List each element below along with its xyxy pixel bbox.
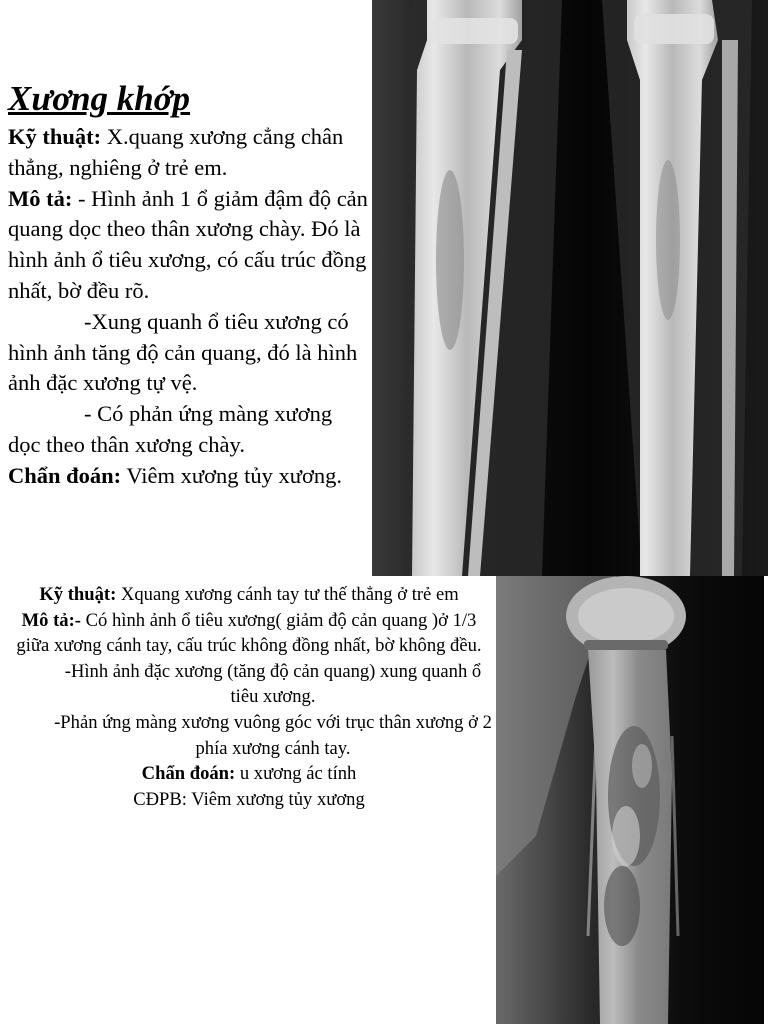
arm-xray-graphic [496,576,764,1024]
description-paragraph [8,184,370,307]
image-edge [764,576,768,1024]
sclerosis-paragraph [8,307,370,399]
periosteal-paragraph-2 [6,710,492,761]
technique-label: Kỹ thuật: [8,124,102,149]
sclerosis-text-2: -Hình ảnh đặc xương (tăng độ cản quang) xung quanh ổ tiêu xương. [64,660,482,708]
diagnosis-label: Chẩn đoán: [8,462,122,488]
diagnosis-label-2: Chẩn đoán: [141,763,236,785]
sclerosis-text: -Xung quanh ổ tiêu xương có hình ảnh tăng độ cản quang, đó là hình ảnh đặc xương tự vệ. [8,308,358,396]
technique-paragraph-2 [6,582,492,608]
periosteal-text: - Có phản ứng màng xương dọc theo thân xương chày. [8,401,333,457]
page-title: Xương khớp [8,79,191,118]
diagnosis-text-2: u xương ác tính [235,763,357,785]
leg-xray-description [8,78,370,492]
description-text-2: Có hình ảnh ổ tiêu xương( giảm độ cản quang )ở 1/3 giữa xương cánh tay, cấu trúc không đồng nhất, bờ không đều. [16,609,482,657]
technique-text: X.quang xương cẳng chân thẳng, nghiêng ở trẻ em. [8,124,344,180]
leg-xray-image [372,0,768,576]
sclerosis-paragraph-2 [6,659,492,710]
technique-text-2: Xquang xương cánh tay tư thế thẳng ở trẻ em [116,584,459,605]
periosteal-text-2: -Phản ứng màng xương vuông góc với trục thân xương ở 2 phía xương cánh tay. [54,711,492,759]
arm-xray-description [6,582,492,812]
diagnosis-paragraph [8,461,370,492]
diagnosis-text: Viêm xương tủy xương. [121,462,342,488]
differential-diagnosis: CĐPB: Viêm xương tủy xương [133,788,365,810]
periosteal-paragraph [8,399,370,461]
description-label-2: Mô tả:- [21,609,81,631]
diagnosis-paragraph-2 [6,761,492,787]
description-label: Mô tả: [8,185,73,211]
technique-label-2: Kỹ thuật: [39,584,117,605]
leg-xray-graphic [372,0,768,576]
description-text: - Hình ảnh 1 ổ giảm đậm độ cản quang dọc theo thân xương chày. Đó là hình ảnh ổ tiêu xương, có cấu trúc đồng nhất, bờ đều rõ. [8,185,368,303]
technique-paragraph [8,122,370,184]
arm-xray-image [496,576,764,1024]
description-paragraph-2 [6,608,492,659]
